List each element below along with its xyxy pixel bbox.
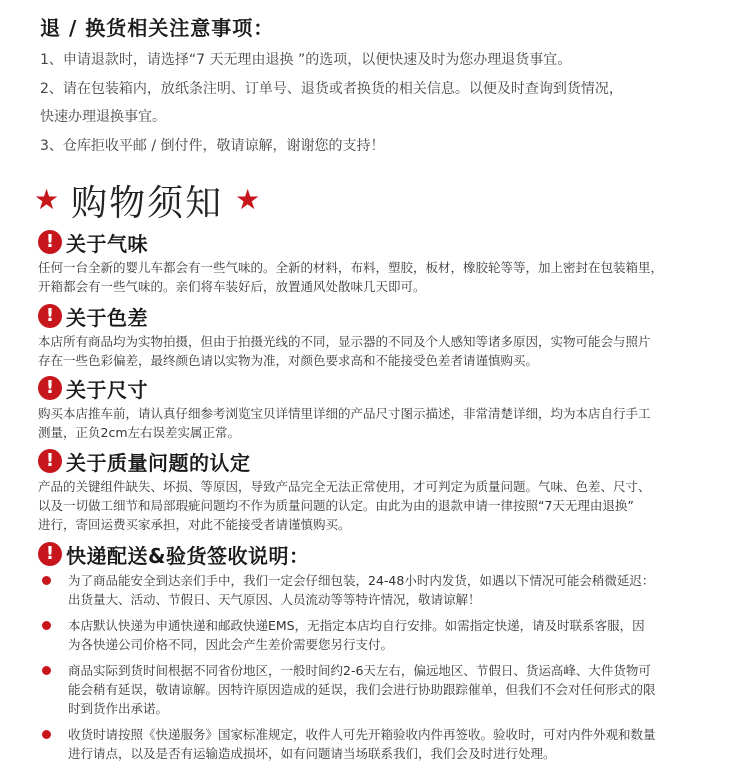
section-smell-line: 开箱都会有一些气味的。亲们将车装好后，放置通风处散味几天即可。: [38, 279, 426, 294]
section-size-body: [38, 404, 728, 442]
section-color-title: 关于色差: [66, 305, 148, 330]
list-item-line: 收货时请按照《快递服务》国家标准规定，收件人可先开箱验收内件再签收。验收时，可对内件外观和数量: [68, 727, 656, 742]
list-item-line: 本店默认快递为申通快递和邮政快递EMS，无指定本店均自行安排。如需指定快递，请及时联系客服，因: [68, 618, 645, 633]
list-item: [40, 616, 730, 654]
section-quality-line: 以及一切做工细节和局部瑕疵问题均不作为质量问题的认定。由此为由的退款申请一律按照“7天无理由退换”: [38, 498, 634, 513]
returns-item-3: 3、仓库拒收平邮 / 倒付件，敬请谅解，谢谢您的支持！: [40, 138, 385, 154]
section-shipping: [38, 540, 728, 568]
returns-title: 退 / 换货相关注意事项：: [40, 16, 275, 40]
section-quality-header: [38, 447, 728, 475]
shipping-list: [40, 571, 730, 770]
returns-item-2-cont: 快速办理退换事宜。: [40, 109, 166, 125]
section-quality-line: 产品的关键组件缺失、坏损、等原因，导致产品完全无法正常使用，才可判定为质量问题。气味、色差、尺寸、: [38, 479, 651, 494]
warning-icon: !: [38, 449, 62, 473]
section-shipping-title: 快递配送&验货签收说明：: [66, 543, 310, 568]
section-shipping-header: [38, 540, 728, 568]
section-color-body: [38, 332, 728, 370]
section-color-header: [38, 302, 728, 330]
shopping-title: 购物须知: [71, 182, 224, 224]
section-quality-line: 进行，寄回运费买家承担，对此不能接受者请谨慎购买。: [38, 517, 351, 532]
warning-icon: !: [38, 304, 62, 328]
section-smell-line: 任何一台全新的婴儿车都会有一些气味的。全新的材料，布料，塑胶，板材，橡胶轮等等，加上密封在包装箱里，: [38, 260, 664, 275]
section-smell: [38, 228, 728, 296]
list-item-line: 商品实际到货时间根据不同省份地区，一般时间约2-6天左右，偏远地区、节假日、货运高峰、大件货物可: [68, 663, 651, 678]
bullet-dot-icon: [42, 576, 51, 585]
warning-icon: !: [38, 376, 62, 400]
list-item-line: 能会稍有延误，敬请谅解。因特许原因造成的延误，我们会进行协助跟踪催单，但我们不会对任何形式的限: [68, 682, 656, 697]
list-item-line: 为各快递公司价格不同，因此会产生差价需要您另行支付。: [68, 637, 394, 652]
section-size-title: 关于尺寸: [66, 377, 148, 402]
list-item-line: 进行请点，以及是否有运输造成损坏，如有问题请当场联系我们，我们会及时进行处理。: [68, 746, 556, 761]
section-quality-title: 关于质量问题的认定: [66, 450, 251, 475]
section-quality-body: [38, 477, 728, 534]
returns-item-2: 2、请在包装箱内，放纸条注明、订单号、退货或者换货的相关信息。以便及时查询到货情况，: [40, 81, 623, 97]
section-color: [38, 302, 728, 370]
list-item: [40, 661, 730, 718]
warning-icon: !: [38, 542, 62, 566]
list-item: [40, 725, 730, 763]
section-size-header: [38, 374, 728, 402]
section-quality: [38, 447, 728, 534]
section-size-line: 测量，正负2cm左右误差实属正常。: [38, 425, 241, 440]
list-item-line: 时到货作出承诺。: [68, 701, 169, 716]
section-smell-body: [38, 258, 728, 296]
list-item: [40, 571, 730, 609]
section-color-line: 存在一些色彩偏差，最终颜色请以实物为准，对颜色要求高和不能接受色差者请谨慎购买。: [38, 353, 539, 368]
section-color-line: 本店所有商品均为实物拍摄，但由于拍摄光线的不同，显示器的不同及个人感知等诸多原因，实物可能会与照片: [38, 334, 651, 349]
section-smell-title: 关于气味: [66, 231, 148, 256]
star-right-icon: ★: [235, 183, 261, 216]
star-left-icon: ★: [34, 183, 60, 216]
section-size-line: 购买本店推车前，请认真仔细参考浏览宝贝详情里详细的产品尺寸图示描述，非常清楚详细，均为本店自行手工: [38, 406, 651, 421]
section-smell-header: [38, 228, 728, 256]
section-size: [38, 374, 728, 442]
list-item-line: 为了商品能安全到达亲们手中，我们一定会仔细包装，24-48小时内发货，如遇以下情况可能会稍微延迟：: [68, 573, 655, 588]
bullet-dot-icon: [42, 730, 51, 739]
list-item-line: 出货量大、活动、节假日、天气原因、人员流动等等特许情况，敬请谅解！: [68, 592, 481, 607]
returns-item-1: 1、申请退款时，请选择“7 天无理由退换 ”的选项，以便快速及时为您办理退货事宜。: [40, 52, 572, 68]
bullet-dot-icon: [42, 621, 51, 630]
shopping-heading: [34, 176, 260, 224]
warning-icon: !: [38, 230, 62, 254]
bullet-dot-icon: [42, 666, 51, 675]
